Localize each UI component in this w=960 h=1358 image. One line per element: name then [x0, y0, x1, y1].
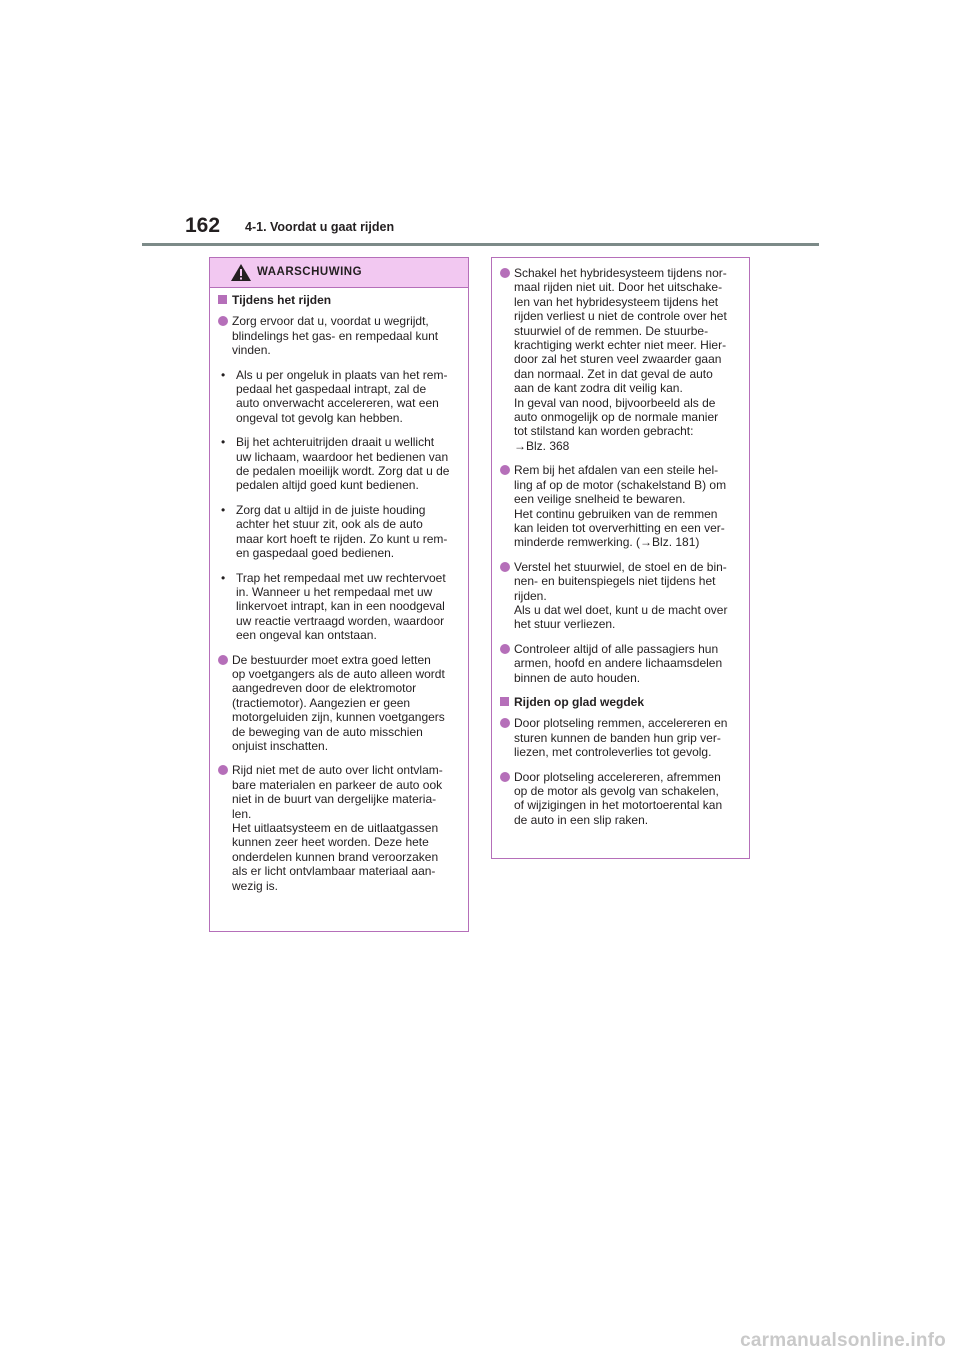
item-text: Controleer altijd of alle passagiers hun armen, hoofd en andere lichaamsdelen binnen de auto houden.: [514, 641, 723, 685]
item-text: Door plotseling remmen, accelereren en sturen kunnen de banden hun grip ver- liezen, met controleverlies tot gevolg.: [514, 716, 728, 760]
item-text: Rijd niet met de auto over licht ontvlam- bare materialen en parkeer de auto ook niet in de buurt van dergelijke materia- len. Het uitlaatsysteem en de uitlaatgassen kunnen zeer heet worden. Deze hete onderdelen kunnen brand veroorzaken als er licht ontvlambaar materiaal aan- wezig is.: [232, 763, 443, 893]
circle-bullet-icon: [500, 268, 510, 278]
warning-box-left: [209, 257, 469, 932]
list-item: [500, 770, 741, 828]
item-text: Door plotseling accelereren, afremmen op de motor als gevolg van schakelen, of wijzigingen in het motortoerental kan de auto in een slip raken.: [514, 769, 723, 827]
sub-list-item: [218, 571, 460, 643]
circle-bullet-icon: [218, 316, 228, 326]
circle-bullet-icon: [500, 718, 510, 728]
heading-text: Rijden op glad wegdek: [514, 694, 645, 709]
watermark: carmanualsonline.info: [740, 1330, 946, 1351]
list-item: [218, 763, 460, 893]
sub-item-text: Als u per ongeluk in plaats van het rem- pedaal het gaspedaal intrapt, zal de auto onverwacht accelereren, wat een ongeval tot gevolg kan hebben.: [236, 367, 448, 425]
list-item: [500, 463, 741, 549]
warning-title: WAARSCHUWING: [257, 266, 363, 278]
page-number: 162: [185, 214, 221, 237]
warning-content-right: [492, 258, 749, 827]
item-text: Zorg ervoor dat u, voordat u wegrijdt, blindelings het gas- en rempedaal kunt vinden.: [232, 314, 439, 358]
list-item: [218, 653, 460, 754]
sub-item-text: Bij het achteruitrijden draait u wellicht uw lichaam, waardoor het bedienen van de pedalen moeilijk wordt. Zorg dat u de pedalen altijd goed kunt bedienen.: [236, 435, 450, 493]
sub-item-text: Trap het rempedaal met uw rechtervoet in. Wanneer u het rempedaal met uw linkervoet intrapt, kan in een noodgeval uw reactie vertraagd worden, waardoor een ongeval kan ontstaan.: [236, 570, 446, 643]
warning-header: [210, 258, 468, 288]
dot-bullet-icon: •: [221, 570, 226, 585]
list-item: [500, 266, 741, 453]
sub-list-item: [218, 435, 460, 493]
sub-list-item: [218, 368, 460, 426]
warning-content-left: [210, 288, 468, 893]
dot-bullet-icon: •: [221, 367, 226, 382]
sub-item-text: Zorg dat u altijd in de juiste houding achter het stuur zit, ook als de auto maar kort hoeft te rijden. Zo kunt u rem- en gaspedaal goed bedienen.: [236, 502, 448, 561]
list-item: [500, 560, 741, 632]
list-item: [218, 314, 460, 357]
square-bullet-icon: [500, 697, 509, 706]
warning-box-right: [491, 257, 750, 859]
list-item: [500, 642, 741, 685]
dot-bullet-icon: •: [221, 502, 226, 517]
header-rule: [142, 243, 819, 246]
section-heading: [500, 695, 741, 709]
warning-triangle-icon: [230, 263, 252, 282]
square-bullet-icon: [218, 295, 227, 304]
sub-list-item: [218, 503, 460, 561]
list-item: [500, 716, 741, 759]
circle-bullet-icon: [218, 765, 228, 775]
section-title: 4-1. Voordat u gaat rijden: [245, 220, 395, 234]
heading-text: Tijdens het rijden: [232, 293, 332, 307]
section-heading: [218, 293, 460, 307]
dot-bullet-icon: •: [221, 435, 226, 450]
circle-bullet-icon: [500, 644, 510, 654]
circle-bullet-icon: [500, 465, 510, 475]
item-text: Rem bij het afdalen van een steile hel- ling af op de motor (schakelstand B) om een veilige snelheid te bewaren. Het continu gebruiken van de remmen kan leiden tot oververhitting en een ver- minderde remwerking. (→Blz. 181): [514, 463, 727, 550]
item-text: De bestuurder moet extra goed letten op voetgangers als de auto alleen wordt aangedreven door de elektromotor (tractiemotor). Aangezien er geen motorgeluiden zijn, kunnen voetgangers de beweging van de auto misschien onjuist inschatten.: [232, 652, 445, 753]
circle-bullet-icon: [500, 562, 510, 572]
circle-bullet-icon: [500, 772, 510, 782]
circle-bullet-icon: [218, 655, 228, 665]
item-text: Schakel het hybridesysteem tijdens nor- maal rijden niet uit. Door het uitschake- len van het hybridesysteem tijdens het rijden verliest u niet de controle over het stuurwiel of de remmen. De stuurbe- krachtiging werkt echter niet meer. Hier- door zal het sturen veel zwaarder gaan dan normaal. Zet in dat geval de auto aan de kant zodra dit veilig kan. In geval van nood, bijvoorbeeld als de auto onmogelijk op de normale manier tot stilstand kan worden gebracht: →Blz. 368: [514, 266, 727, 453]
page-header: [0, 0, 960, 250]
item-text: Verstel het stuurwiel, de stoel en de bin- nen- en buitenspiegels niet tijdens het rijden. Als u dat wel doet, kunt u de macht over het stuur verliezen.: [514, 559, 728, 632]
